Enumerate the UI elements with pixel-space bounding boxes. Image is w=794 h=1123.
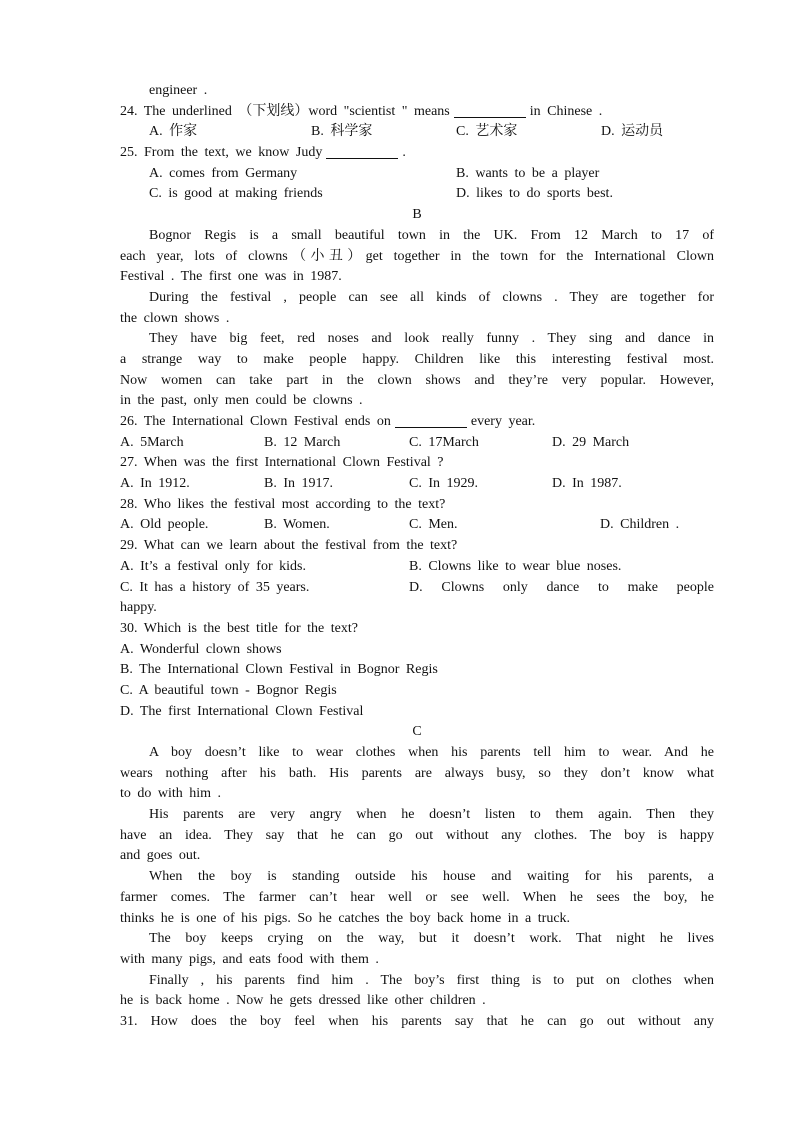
passage-line: to do with him .	[120, 786, 222, 802]
option-d: D. Clowns only dance to make people	[409, 579, 714, 595]
passage-line: During the festival , people can see all kinds of clowns . They are together for	[149, 289, 714, 305]
passage-line: Festival . The first one was in 1987.	[120, 269, 342, 285]
option-a: A. Wonderful clown shows	[120, 641, 282, 657]
question-25	[120, 143, 714, 164]
option-a: A. comes from Germany	[149, 165, 298, 181]
options-24	[120, 122, 714, 143]
option-d: D. Children .	[600, 517, 680, 533]
option-d: D. The first International Clown Festival	[120, 703, 364, 719]
passage-line: have an idea. They say that he can go out without any clothes. The boy is happy	[120, 827, 714, 843]
option-d: D. In 1987.	[552, 476, 622, 492]
question-stem-end: every year.	[470, 414, 536, 429]
options-28	[120, 515, 714, 536]
answer-blank	[454, 103, 526, 118]
passage-line: each year, lots of clowns（小丑）get together in the town for the International Clown	[120, 248, 714, 264]
option-b: B. 12 March	[264, 434, 341, 450]
section-heading-b: B	[412, 207, 422, 223]
option-a: A. In 1912.	[120, 476, 190, 492]
options-29-row2	[120, 578, 714, 599]
passage-line: the clown shows .	[120, 310, 230, 326]
question-29: 29. What can we learn about the festival from the text?	[120, 538, 458, 554]
question-stem: 25. From the text, we know Judy	[120, 145, 323, 161]
option-b: B. Women.	[264, 517, 330, 533]
options-27	[120, 474, 714, 495]
passage-line: They have big feet, red noses and look really funny . They sing and dance in	[149, 331, 714, 347]
passage-line: Now women can take part in the clown shows and they’re very popular. However,	[120, 372, 714, 388]
options-29-row1	[120, 557, 714, 578]
question-stem: 26. The International Clown Festival ends on	[120, 414, 391, 429]
passage-line: he is back home . Now he gets dressed like other children .	[120, 993, 486, 1009]
question-stem-end: in Chinese .	[529, 103, 603, 119]
option-b: B. The International Clown Festival in Bognor Regis	[120, 662, 438, 678]
option-c: C. A beautiful town - Bognor Regis	[120, 682, 337, 698]
question-stem-end: .	[402, 145, 406, 161]
passage-line: wears nothing after his bath. His parents are always busy, so they don’t know what	[120, 765, 714, 781]
passage-line: thinks he is one of his pigs. So he catches the boy back home in a truck.	[120, 910, 571, 926]
option-a: A. It’s a festival only for kids.	[120, 558, 306, 574]
option-b: B. wants to be a player	[456, 165, 600, 181]
option-c: C. It has a history of 35 years.	[120, 579, 310, 595]
option-c: C. 艺术家	[456, 124, 518, 140]
question-31: 31. How does the boy feel when his parents say that he can go out without any	[120, 1013, 714, 1029]
question-24	[120, 102, 714, 123]
option-d: D. 运动员	[601, 124, 664, 140]
options-25-row1	[120, 164, 714, 185]
option-d: D. 29 March	[552, 434, 630, 450]
option-a: A. 5March	[120, 434, 184, 450]
passage-line: A boy doesn’t like to wear clothes when his parents tell him to wear. And he	[149, 745, 714, 760]
passage-line: When the boy is standing outside his house and waiting for his parents, a	[149, 869, 714, 885]
answer-blank	[326, 144, 398, 159]
option-a: A. 作家	[149, 124, 198, 140]
passage-line: in the past, only men could be clowns .	[120, 393, 363, 409]
answer-blank	[395, 413, 467, 428]
question-stem: 24. The underlined （下划线）word "scientist " means	[120, 103, 450, 119]
section-heading-c: C	[412, 724, 422, 740]
passage-line: a strange way to make people happy. Children like this interesting festival most.	[120, 351, 714, 367]
passage-line: and goes out.	[120, 848, 201, 864]
option-b: B. In 1917.	[264, 476, 333, 492]
option-b: B. Clowns like to wear blue noses.	[409, 558, 622, 574]
exam-page	[120, 81, 714, 1033]
option-a: A. Old people.	[120, 517, 209, 533]
passage-line: Bognor Regis is a small beautiful town in the UK. From 12 March to 17 of	[149, 227, 714, 243]
option-c: C. In 1929.	[409, 476, 478, 492]
option-c: C. is good at making friends	[149, 186, 323, 202]
question-26	[120, 412, 714, 433]
question-30: 30. Which is the best title for the text?	[120, 620, 358, 636]
passage-line: Finally , his parents find him . The boy’s first thing is to put on clothes when	[149, 972, 714, 988]
option-b: B. 科学家	[311, 124, 373, 140]
text-line: engineer .	[149, 83, 208, 98]
question-27: 27. When was the first International Clown Festival ?	[120, 455, 444, 471]
question-28: 28. Who likes the festival most according to the text?	[120, 496, 446, 512]
passage-line: farmer comes. The farmer can’t hear well or see well. When he sees the boy, he	[120, 889, 714, 905]
option-d-continued: happy.	[120, 600, 157, 616]
options-25-row2	[120, 184, 714, 205]
option-c: C. Men.	[409, 517, 458, 533]
options-26	[120, 433, 714, 454]
passage-line: with many pigs, and eats food with them .	[120, 951, 379, 967]
option-c: C. 17March	[409, 434, 479, 450]
passage-line: The boy keeps crying on the way, but it doesn’t work. That night he lives	[149, 931, 714, 947]
passage-line: His parents are very angry when he doesn’t listen to them again. Then they	[149, 807, 714, 823]
option-d: D. likes to do sports best.	[456, 186, 613, 202]
